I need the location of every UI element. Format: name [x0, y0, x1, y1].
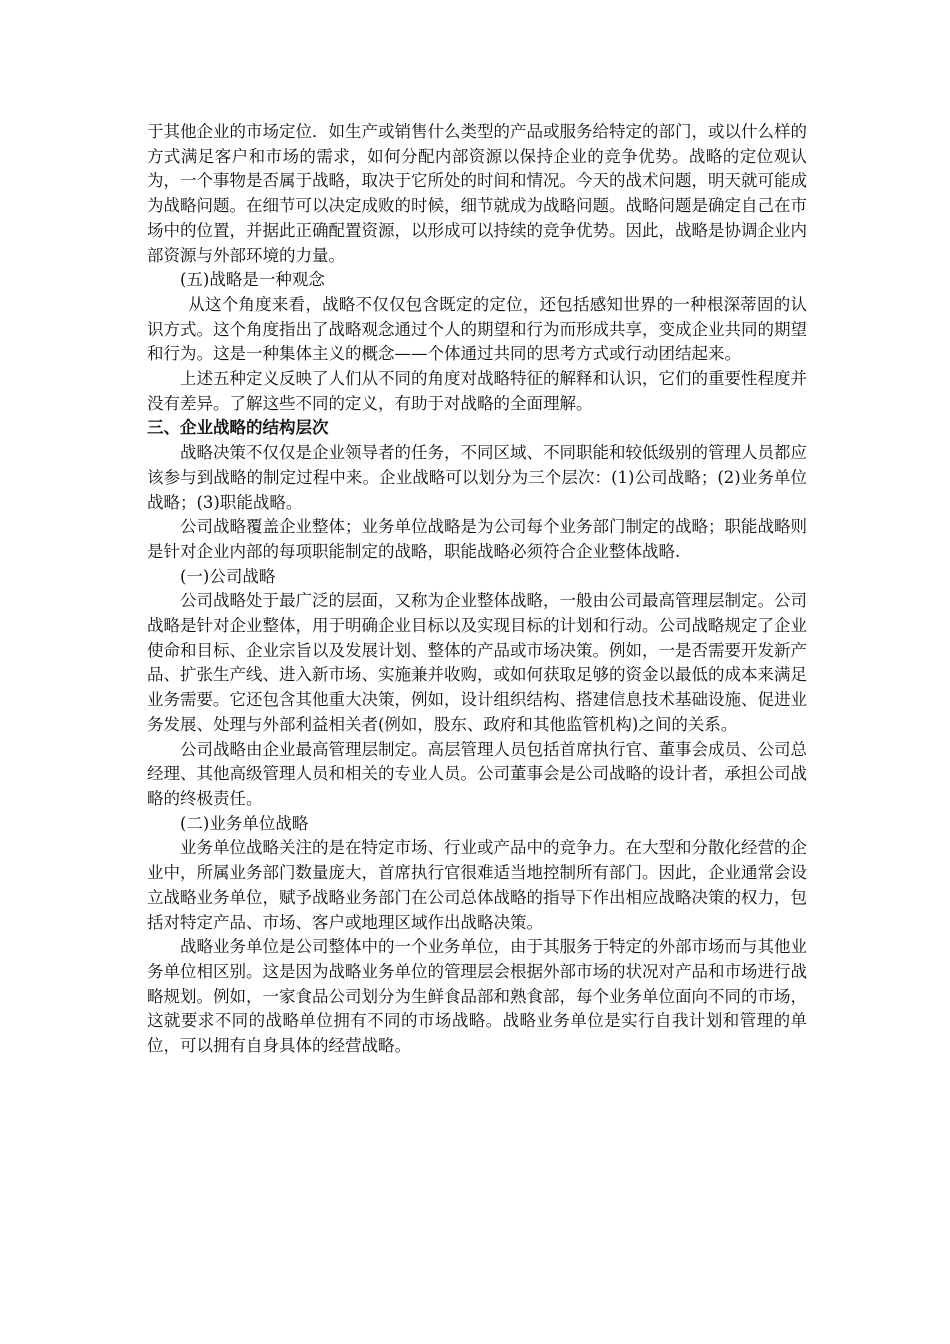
section-heading-structure-levels: 三、企业战略的结构层次: [147, 418, 329, 438]
subheading-business-unit-strategy: (二)业务单位战略: [180, 813, 309, 833]
subheading-strategy-perspective: (五)战略是一种观念: [180, 270, 325, 290]
subheading-corporate-strategy: (一)公司战略: [180, 566, 276, 586]
paragraph-strategic-business-unit: 战略业务单位是公司整体中的一个业务单位，由于其服务于特定的外部市场而与其他业务单位相区别。这是因为战略业务单位的管理层会根据外部市场的状况对产品和市场进行战略规划。例如，一家食品公司划分为生鲜食品部和熟食部，每个业务单位面向不同的市场，这就要求不同的战略单位拥有不同的市场战略。战略业务单位是实行自我计划和管理的单位，可以拥有自身具体的经营战略。: [147, 937, 807, 1056]
paragraph-business-unit-strategy: 业务单位战略关注的是在特定市场、行业或产品中的竞争力。在大型和分散化经营的企业中，所属业务部门数量庞大，首席执行官很难适当地控制所有部门。因此，企业通常会设立战略业务单位，赋予战略业务部门在公司总体战略的指导下作出相应战略决策的权力，包括对特定产品、市场、客户或地理区域作出战略决策。: [147, 838, 807, 932]
paragraph-five-definitions: 上述五种定义反映了人们从不同的角度对战略特征的解释和认识，它们的重要性程度并没有差异。了解这些不同的定义，有助于对战略的全面理解。: [147, 369, 807, 413]
document-page: [147, 120, 807, 1059]
paragraph-perspective: 从这个角度来看，战略不仅仅包含既定的定位，还包括感知世界的一种根深蒂固的认识方式。这个角度指出了战略观念通过个人的期望和行为而形成共享，变成企业共同的期望和行为。这是一种集体主义的概念——个体通过共同的思考方式或行动团结起来。: [147, 294, 807, 364]
paragraph-levels-overview: 公司战略覆盖企业整体；业务单位战略是为公司每个业务部门制定的战略；职能战略则是针对企业内部的每项职能制定的战略，职能战略必须符合企业整体战略.: [147, 517, 807, 561]
paragraph-positioning-continued: 于其他企业的市场定位．如生产或销售什么类型的产品或服务给特定的部门，或以什么样的方式满足客户和市场的需求，如何分配内部资源以保持企业的竞争优势。战略的定位观认为，一个事物是否属于战略，取决于它所处的时间和情况。今天的战术问题，明天就可能成为战略问题。在细节可以决定成败的时候，细节就成为战略问题。战略问题是确定自己在市场中的位置，并据此正确配置资源，以形成可以持续的竞争优势。因此，战略是协调企业内部资源与外部环境的力量。: [147, 122, 807, 265]
paragraph-corporate-strategy: 公司战略处于最广泛的层面，又称为企业整体战略，一般由公司最高管理层制定。公司战略是针对企业整体，用于明确企业目标以及实现目标的计划和行动。公司战略规定了企业使命和目标、企业宗旨以及发展计划、整体的产品或市场决策。例如，一是否需要开发新产品、扩张生产线、进入新市场、实施兼并收购，或如何获取足够的资金以最低的成本来满足业务需要。它还包含其他重大决策，例如，设计组织结构、搭建信息技术基础设施、促进业务发展、处理与外部利益相关者(例如，股东、政府和其他监管机构)之间的关系。: [147, 591, 807, 734]
paragraph-corporate-management: 公司战略由企业最高管理层制定。高层管理人员包括首席执行官、董事会成员、公司总经理、其他高级管理人员和相关的专业人员。公司董事会是公司战略的设计者，承担公司战略的终极责任。: [147, 739, 807, 808]
paragraph-strategy-decisions: 战略决策不仅仅是企业领导者的任务，不同区域、不同职能和较低级别的管理人员都应该参与到战略的制定过程中来。企业战略可以划分为三个层次：(1)公司战略；(2)业务单位战略；(3)职能战略。: [147, 443, 807, 512]
